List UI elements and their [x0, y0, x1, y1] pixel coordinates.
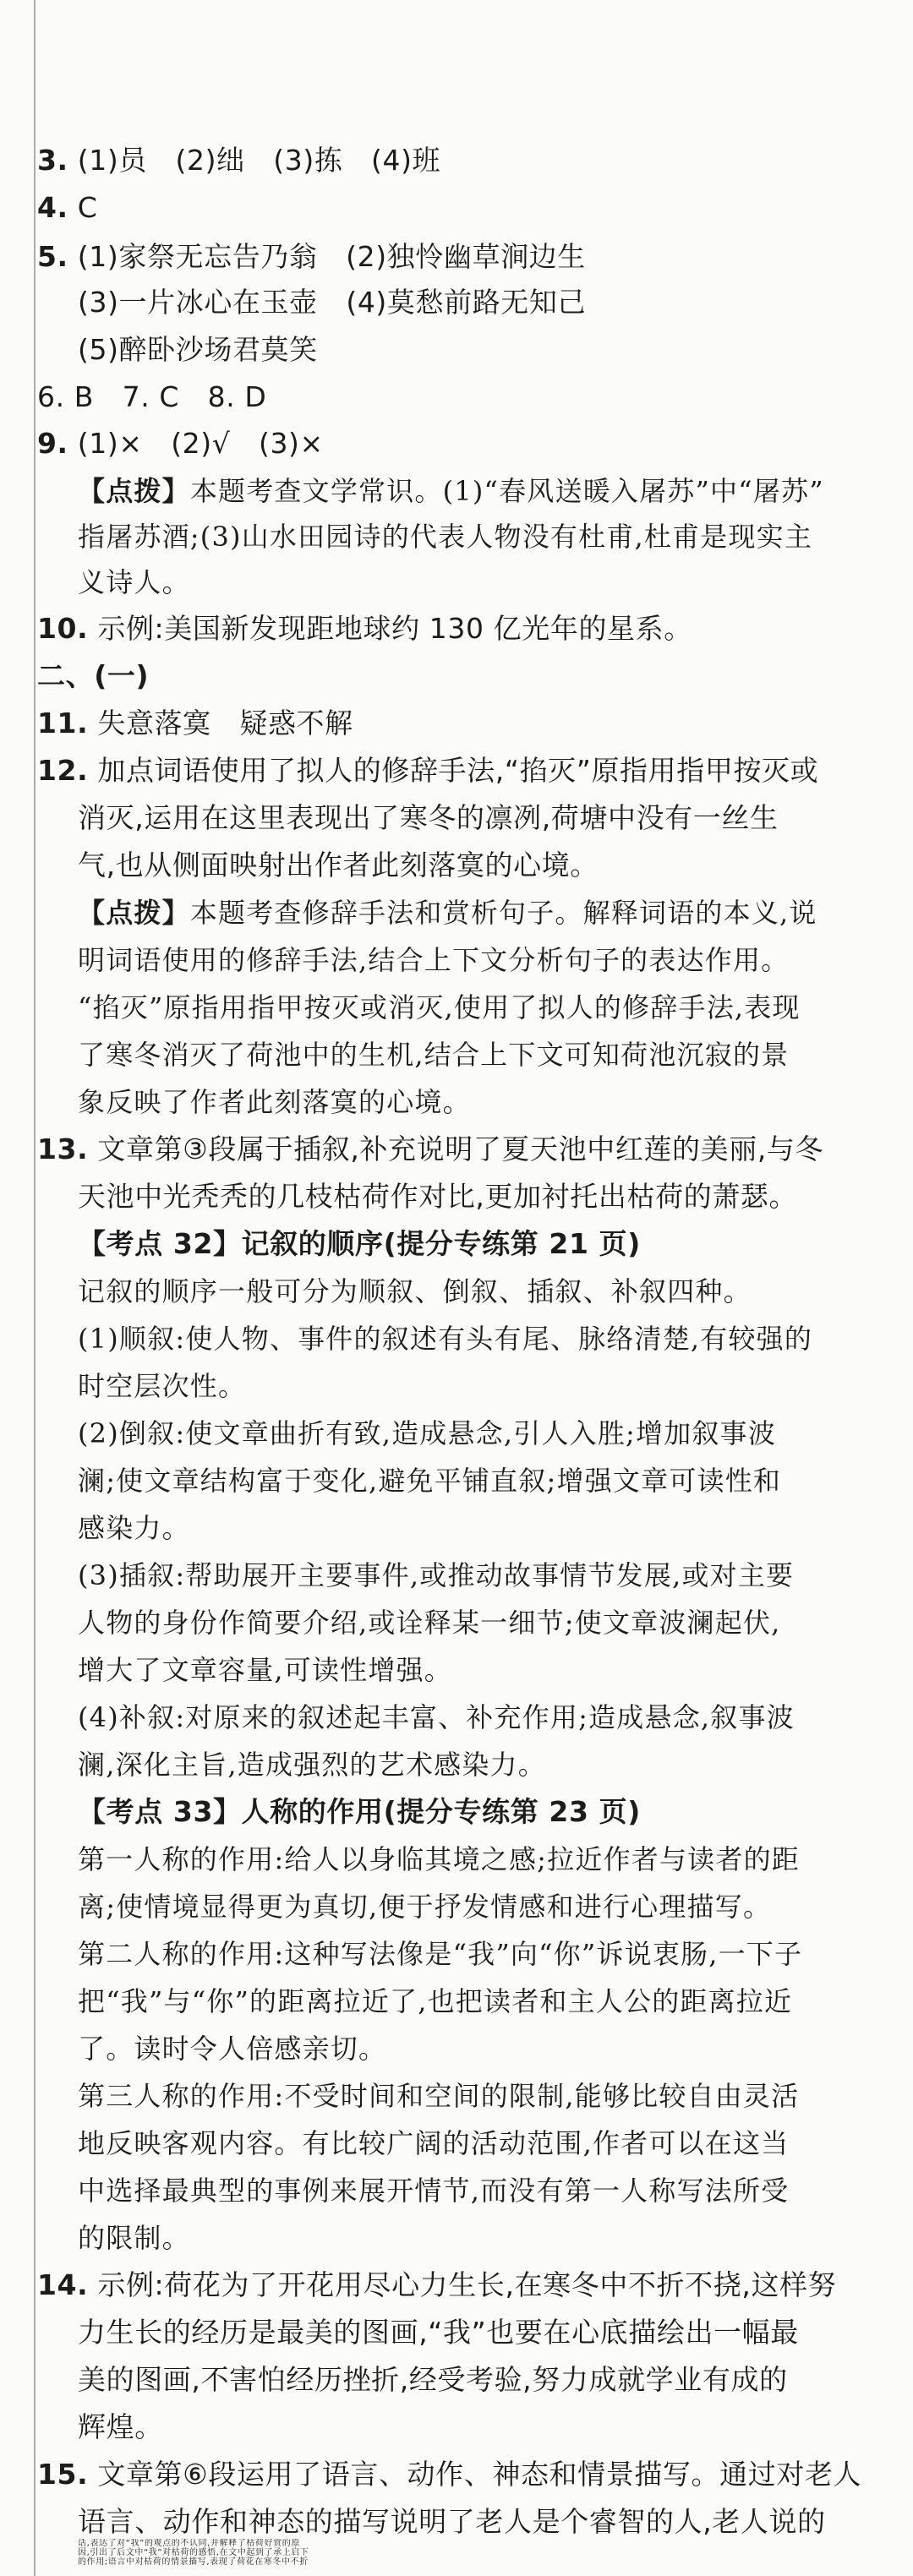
answer-15-continuation: [78, 2539, 906, 2576]
answer-15: [37, 2456, 861, 2493]
answer-9: [37, 425, 324, 462]
key-point-32-title: 【考点 32】记叙的顺序(提分专练第 21 页): [78, 1227, 641, 1260]
answers-6-8: 6. B 7. C 8. D: [37, 380, 267, 413]
hint-line: [78, 894, 817, 931]
question-number: 12.: [37, 754, 89, 787]
key-point-33-title: 【考点 33】人称的作用(提分专练第 23 页): [78, 1795, 641, 1828]
answer-line: 加点词语使用了拟人的修辞手法,“掐灭”原指用指甲按灭或: [97, 754, 819, 787]
answer-line: 天池中光秃秃的几枝枯荷作对比,更加衬托出枯荷的萧瑟。: [78, 1180, 798, 1213]
key-point-line: 澜;使文章结构富于变化,避免平铺直叙;增强文章可读性和: [78, 1465, 782, 1497]
answer-text: C: [77, 191, 98, 224]
key-point-line: (1)顺叙:使人物、事件的叙述有头有尾、脉络清楚,有较强的: [78, 1323, 813, 1355]
answer-13: [37, 1131, 823, 1168]
answer-line: 美的图画,不害怕经历挫折,经受考验,努力成就学业有成的: [78, 2363, 788, 2396]
question-number: 11.: [37, 707, 89, 740]
question-number: 15.: [37, 2458, 89, 2491]
answer-line: (5)醉卧沙场君莫笑: [78, 333, 318, 366]
key-point-line: 时空层次性。: [78, 1370, 247, 1402]
answer-11: [37, 705, 353, 742]
key-point-line: 第三人称的作用:不受时间和空间的限制,能够比较自由灵活: [78, 2080, 800, 2112]
answer-5: [37, 238, 586, 276]
key-point-line: 感染力。: [78, 1512, 190, 1544]
key-point-line: (4)补叙:对原来的叙述起丰富、补充作用;造成悬念,叙事波: [78, 1701, 795, 1733]
key-point-line: 地反映客观内容。有比较广阔的活动范围,作者可以在这当: [78, 2127, 790, 2159]
hint-text: 本题考查修辞手法和赏析句子。解释词语的本义,说: [189, 897, 817, 929]
answer-text: 失意落寞 疑惑不解: [97, 707, 353, 740]
binding-line: [34, 0, 36, 2576]
answer-line: 的作用;语言中对枯荷的情景描写,表现了荷花在寒冬中不折: [78, 2557, 309, 2567]
answer-line: 文章第⑥段运用了语言、动作、神态和情景描写。通过对老人: [97, 2458, 862, 2491]
hint-line: 义诗人。: [78, 566, 190, 598]
answer-line: 力生长的经历是最美的图画,“我”也要在心底描绘出一幅最: [78, 2316, 799, 2349]
key-point-line: 把“我”与“你”的距离拉近了,也把读者和主人公的距离拉近: [78, 1985, 793, 2017]
question-number: 10.: [37, 612, 89, 645]
answer-text: 示例:美国新发现距地球约 130 亿光年的星系。: [97, 612, 692, 645]
key-point-line: 澜,深化主旨,造成强烈的艺术感染力。: [78, 1749, 546, 1781]
key-point-line: 记叙的顺序一般可分为顺叙、倒叙、插叙、补叙四种。: [78, 1275, 752, 1307]
hint-text: 本题考查文学常识。(1)“春风送暖入屠苏”中“屠苏”: [189, 475, 824, 507]
answer-line: 语言、动作和神态的描写说明了老人是个睿智的人,老人说的: [78, 2505, 826, 2538]
key-point-line: 人物的身份作简要介绍,或诠释某一细节;使文章波澜起伏,: [78, 1607, 781, 1639]
key-point-line: 第一人称的作用:给人以身临其境之感;拉近作者与读者的距: [78, 1843, 800, 1875]
answer-14: [37, 2267, 836, 2304]
hint-tag: 【点拨】: [78, 897, 190, 929]
answer-line: 话,表达了对“我”的观点的不认同,并解释了枯荷好赏的原: [78, 2539, 300, 2548]
answer-line: 气,也从侧面映射出作者此刻落寞的心境。: [78, 849, 599, 881]
answer-3: [37, 142, 440, 179]
answer-line: 文章第③段属于插叙,补充说明了夏天池中红莲的美丽,与冬: [97, 1132, 824, 1165]
answer-line: 消灭,运用在这里表现出了寒冬的凛冽,荷塘中没有一丝生: [78, 801, 779, 834]
key-point-line: 增大了文章容量,可读性增强。: [78, 1654, 452, 1686]
key-point-line: 离;使情境显得更为真切,便于抒发情感和进行心理描写。: [78, 1891, 772, 1923]
question-number: 13.: [37, 1132, 89, 1165]
question-number: 14.: [37, 2268, 89, 2301]
answer-10: [37, 610, 692, 647]
hint-tag: 【点拨】: [78, 475, 190, 507]
answer-line: 因,引出了后文中“我”对枯荷的感悟,在文中起到了承上启下: [78, 2548, 309, 2557]
hint-line: 象反映了作者此刻落寞的心境。: [78, 1086, 471, 1118]
hint-line: “掐灭”原指用指甲按灭或消灭,使用了拟人的修辞手法,表现: [78, 991, 801, 1023]
hint-line: [78, 472, 824, 510]
key-point-line: 的限制。: [78, 2222, 190, 2254]
answer-4: [37, 189, 97, 226]
hint-line: 指屠苏酒;(3)山水田园诗的代表人物没有杜甫,杜甫是现实主: [78, 521, 813, 553]
answer-line: 示例:荷花为了开花用尽心力生长,在寒冬中不折不挠,这样努: [97, 2268, 837, 2301]
section-heading: 二、(一): [37, 659, 150, 692]
key-point-line: 中选择最典型的事例来展开情节,而没有第一人称写法所受: [78, 2175, 790, 2207]
key-point-line: 了。读时令人倍感亲切。: [78, 2033, 387, 2065]
answer-line: 辉煌。: [78, 2410, 163, 2443]
key-point-line: (2)倒叙:使文章曲折有致,造成悬念,引人入胜;增加叙事波: [78, 1417, 777, 1449]
question-number: 5.: [37, 240, 68, 273]
key-point-line: (3)插叙:帮助展开主要事件,或推动故事情节发展,或对主要: [78, 1559, 795, 1591]
answer-text: (1)员 (2)绌 (3)拣 (4)班: [77, 144, 441, 177]
answer-text: (1)× (2)√ (3)×: [77, 427, 324, 460]
key-point-line: 第二人称的作用:这种写法像是“我”向“你”诉说衷肠,一下子: [78, 1938, 803, 1970]
question-number: 9.: [37, 427, 68, 460]
hint-line: 了寒冬消灭了荷池中的生机,结合上下文可知荷池沉寂的景: [78, 1039, 790, 1071]
hint-line: 明词语使用的修辞手法,结合上下文分析句子的表达作用。: [78, 944, 790, 976]
answer-line: (3)一片冰心在玉壶 (4)莫愁前路无知己: [78, 286, 587, 319]
question-number: 4.: [37, 191, 68, 224]
answer-line: (1)家祭无忘告乃翁 (2)独怜幽草涧边生: [77, 240, 586, 273]
answer-12: [37, 752, 818, 789]
question-number: 3.: [37, 144, 68, 177]
